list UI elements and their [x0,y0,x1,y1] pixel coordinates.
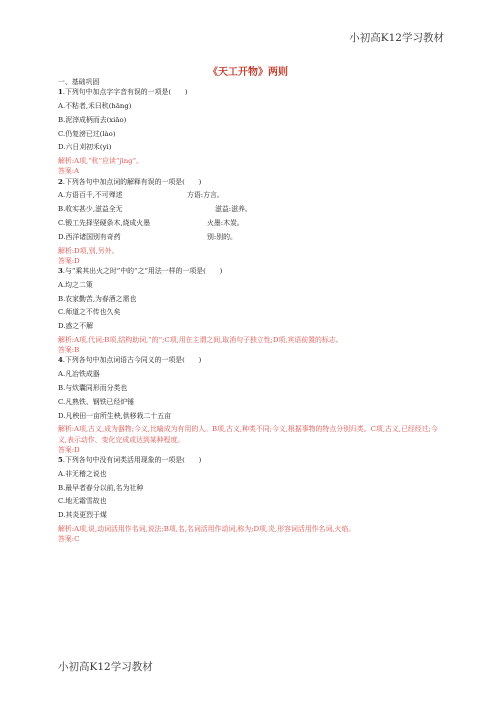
option-c: C.仍复滂已过(lào) [58,129,116,138]
option-text: D.西洋诸国别有奇药 [58,232,121,241]
analysis: 解析:A项,古义,成为器物;今义,比喻成为有用的人。B项,古义,种类不同;今义,根据事物的特点分别归类。C项,古义,已经经过;今义,表示动作、变化完成或达到某种程度。 [58,425,438,444]
answer: 答案:C [58,535,80,544]
answer: 答案:D [58,445,80,454]
question-text: .下列各句中没有词类活用现象的一项是( ) [62,455,202,464]
document-title: 《天工开物》两则 [208,67,288,78]
option-a: A.非无稽之说也 [58,469,107,478]
question-number: 3 [58,266,63,275]
option-b: B.泥滓成柄而去(xiāo) [58,115,127,124]
option-b: B.最早者春分以前,名为社种 [58,483,144,492]
question-number: 5 [58,455,63,464]
option-gloss: 火墨:木炭。 [207,218,244,227]
question-2-stem [58,177,446,187]
option-a [58,190,446,200]
option-text: A.方语百千,不可殚述 [58,191,123,200]
analysis: 解析:D项,别,另外。 [58,246,119,255]
question-4-stem [58,355,446,365]
option-d: D.惑之不解 [58,322,94,331]
analysis: 解析:A项,代词;B项,结构助词,“的”;C项,用在主谓之间,取消句子独立性;D项,宾语前置的标志。 [58,335,343,344]
option-text: B.收实甚少,滋益全无 [58,205,123,214]
question-text: .下列各句中加点词的解释有误的一项是( ) [62,177,202,186]
question-number: 1 [58,88,63,97]
section-heading: 一、基础巩固 [58,78,100,86]
option-b [58,204,446,214]
option-text: C.锻工先择坚硬条木,烧成火墨 [58,218,151,227]
option-c: C.凡熟铁、钢铁已经炉锤 [58,397,135,406]
answer: 答案:B [58,346,80,355]
option-d: D.六日刈初禾(yì) [58,143,112,152]
page-header: 小初高K12学习教材 [349,32,444,44]
option-gloss: 方语:方言。 [187,191,224,200]
option-a: A.凡冶铁成器 [58,370,100,379]
question-5-stem [58,455,446,465]
answer: 答案:A [58,167,80,176]
option-d: D.凡秧田一亩所生秧,供移栽二十五亩 [58,411,172,420]
option-c: C.地无霜雪故也 [58,497,107,506]
option-d: D.其炎更烈于煤 [58,511,107,520]
question-3-stem [58,266,446,276]
option-gloss: 别:别的。 [207,232,237,241]
exercise-content [58,77,446,544]
page-footer: 小初高K12学习教材 [58,661,153,673]
question-text: .下列句中加点字字音有误的一项是( ) [62,88,188,97]
question-text: .与“乘其出火之时”中的“之”用法一样的一项是( ) [62,266,223,275]
analysis: 解析:A项,“秔”应读“jīng”。 [58,157,144,166]
answer: 答案:D [58,256,80,265]
option-d [58,232,446,242]
question-text: .下列各句中加点词语古今同义的一项是( ) [62,356,202,365]
question-1-stem [58,87,446,97]
option-b: B.农家勤苦,为春酒之需也 [58,294,137,303]
question-number: 4 [58,356,63,365]
option-a: A.不粘者,禾曰秔(hāng) [58,102,132,110]
option-c: C.师道之不传也久矣 [58,308,121,317]
option-gloss: 滋益:滋养。 [215,205,252,214]
analysis: 解析:A项,说,动词活用作名词,说法;B项,名,名词活用作动词,称为;D项,炎,形容词活用作名词,火焰。 [58,524,356,533]
option-a: A.均之二策 [58,280,93,289]
option-b: B.与炊囊同形而分类也 [58,383,128,392]
question-number: 2 [58,177,63,186]
option-c [58,218,446,228]
